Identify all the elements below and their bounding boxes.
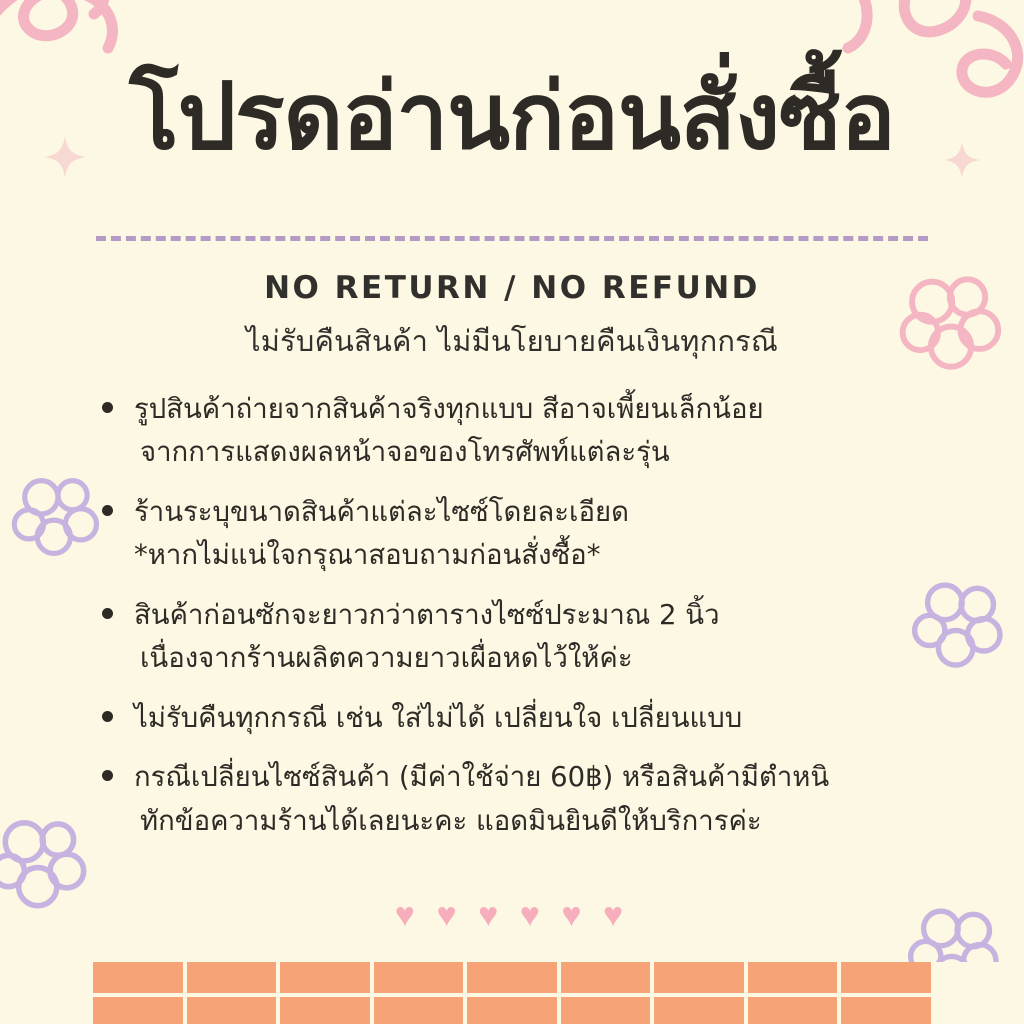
list-item-line: รูปสินค้าถ่ายจากสินค้าจริงทุกแบบ สีอาจเพี้ยนเล็กน้อย: [134, 393, 764, 425]
policy-list: [92, 388, 952, 859]
bottom-checker-band: [0, 962, 1024, 1024]
heart-icon: ♥: [561, 896, 588, 934]
list-item: [92, 491, 952, 578]
heart-divider: [0, 896, 1024, 935]
band-right-gap: [932, 962, 1024, 1024]
checker-horizontal-line: [0, 993, 1024, 997]
list-item-line: สินค้าก่อนซักจะยาวกว่าตารางไซซ์ประมาณ 2 นิ้ว: [134, 598, 720, 631]
band-left-gap: [0, 962, 92, 1024]
heart-icon: ♥: [478, 896, 505, 934]
list-item: [92, 388, 952, 475]
subtitle-thai: ไม่รับคืนสินค้า ไม่มีนโยบายคืนเงินทุกกรณี: [245, 324, 779, 358]
page-title: โปรดอ่านก่อนสั่งซื้อ: [129, 63, 895, 170]
dashed-divider: [96, 236, 928, 241]
list-item-line: *หากไม่แน่ใจกรุณาสอบถามก่อนสั่งซื้อ*: [134, 539, 601, 572]
list-item-line: เนื่องจากร้านผลิตความยาวเผื่อหดไว้ให้ค่ะ: [140, 642, 633, 675]
list-item-line: ร้านระบุขนาดสินค้าแต่ละไซซ์โดยละเอียด: [134, 495, 629, 528]
bullet-dot-icon: [102, 711, 113, 722]
bullet-dot-icon: [102, 608, 113, 619]
bullet-dot-icon: [102, 402, 113, 413]
heart-icon: ♥: [603, 896, 630, 934]
list-item: [92, 697, 952, 740]
subtitle-english: NO RETURN / NO REFUND: [264, 270, 760, 306]
list-item-line: จากการแสดงผลหน้าจอของโทรศัพท์แต่ละรุ่น: [140, 436, 670, 469]
bullet-dot-icon: [102, 770, 113, 781]
bullet-dot-icon: [102, 505, 113, 516]
list-item-line: ทักข้อความร้านได้เลยนะคะ แอดมินยินดีให้บริการค่ะ: [140, 804, 762, 837]
list-item: [92, 756, 952, 843]
heart-icon: ♥: [519, 896, 546, 934]
list-item-line: ไม่รับคืนทุกกรณี เช่น ใส่ไม่ได้ เปลี่ยนใจ เปลี่ยนแบบ: [134, 701, 743, 734]
heart-icon: ♥: [436, 896, 463, 934]
heart-icon: ♥: [394, 896, 421, 934]
list-item: [92, 594, 952, 681]
list-item-line: กรณีเปลี่ยนไซซ์สินค้า (มีค่าใช้จ่าย 60฿) หรือสินค้ามีตำหนิ: [134, 761, 830, 794]
